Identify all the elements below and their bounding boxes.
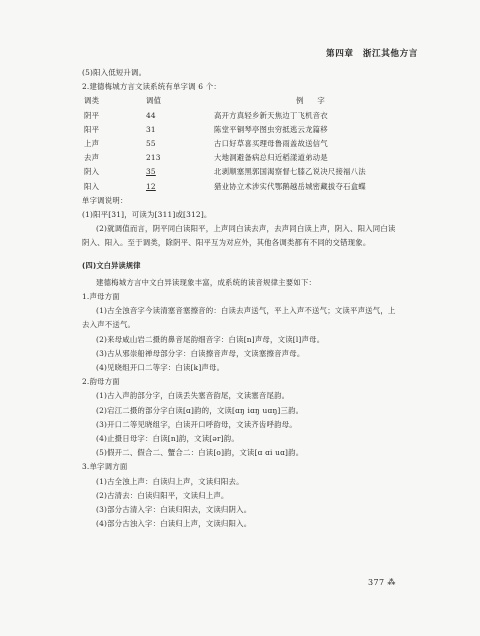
finals-rule-1: (1)古入声韵部分字，白读丢失塞音韵尾，文读塞音尾韵。 (96, 391, 290, 401)
header-tone-class: 调类 (84, 96, 100, 106)
finals-rule-2: (2)宕江二摄的部分字白读[ɑ]韵的，文读[ɑŋ iɑŋ uɑŋ]三韵。 (96, 405, 304, 415)
table-row (82, 180, 420, 194)
tone-examples: 陈堂平铜琴亭图虫穷抵逃云龙篇移 (214, 124, 328, 134)
tone-value: 35 (146, 167, 156, 177)
finals-rule-3: (3)开口二等见晓组字，白读开口呼韵母，文读齐齿呼韵母。 (96, 419, 297, 429)
paragraph-tone-note-5: (5)阳入低短升调。 (82, 68, 147, 77)
subheading-initials: 1.声母方面 (82, 292, 120, 302)
initials-rule-3: (3)古从邪崇船禅母部分字：白读擦音声母，文读塞擦音声母。 (96, 348, 305, 358)
section-intro: 建德梅城方言中文白异读现象丰富，成系统的读音规律主要如下： (96, 277, 317, 287)
explanation-title: 单字调说明： (82, 195, 128, 205)
tone-examples: 大地洞避备病总归近稻漾道弟动是 (214, 153, 328, 163)
tones-rule-4: (4)部分古浊入字：白读归上声，文读归阳入。 (96, 519, 252, 529)
tones-rule-1: (1)古全浊上声：白读归上声，文读归阳去。 (96, 476, 244, 486)
tone-name: 上声 (84, 139, 100, 149)
page-body (82, 66, 420, 532)
tone-name: 阳平 (84, 124, 100, 134)
tones-rule-3: (3)部分古清入字：白读归阳去，文读归阴入。 (96, 505, 252, 515)
tone-table (82, 94, 420, 193)
table-row (82, 123, 420, 137)
table-row (82, 151, 420, 165)
tone-name: 阴平 (84, 110, 100, 120)
tone-name: 阴入 (84, 167, 100, 177)
tones-rule-2: (2)古清去：白读归阳平，文读归上声。 (96, 490, 229, 500)
subheading-tones: 3.单字调方面 (82, 462, 128, 472)
initials-rule-4: (4)见晓组开口二等字：白读[k]声母。 (96, 363, 225, 373)
tone-examples: 北剥顺塞黑郭国渴察督七膝乙说决尺接福八法 (214, 167, 366, 177)
table-row (82, 165, 420, 179)
header-tone-value: 调值 (146, 96, 162, 106)
paragraph-tone-intro: 2.建德梅城方言文读系统有单字调 6 个： (82, 82, 221, 92)
initials-rule-1-line-1: (1)古全浊音字今读清塞音塞擦音的：白读去声送气，平上入声不送气；文读平声送气，上 (96, 306, 396, 316)
tone-examples: 高开方真轻乡新天焦边丁飞机音衣 (214, 110, 328, 120)
table-row (82, 109, 420, 123)
tone-value: 213 (146, 153, 161, 163)
page-number: 377 ⁂ (368, 578, 396, 587)
tone-table-header (82, 94, 420, 108)
explanation-1: (1)阳平[31]，可读为[311]或[312]。 (82, 210, 212, 220)
table-row (82, 137, 420, 151)
explanation-2-line-1: (2)就调值而言，阴平同白读阳平，上声同白读去声，去声同白读上声，阴入、阳入同白读 (96, 224, 396, 234)
finals-rule-5: (5)假开二、假合二、蟹合二：白读[o]韵，文读[ɑ ɑi uɑ]韵。 (96, 448, 304, 458)
explanation-2-line-2: 阴入、阳入。至于调类，除阴平、阳平互为对应外，其他各调类都有不同的交错现象。 (82, 238, 371, 248)
tone-value: 55 (146, 139, 156, 149)
tone-examples: 猎业协立术涉实代鄂鹅越岳城密藏拔夺石盒蝶 (214, 181, 366, 191)
initials-rule-1-line-2: 去入声不送气。 (82, 320, 136, 330)
initials-rule-2: (2)来母咸山岩二摄的鼻音尾韵细音字：白读[n]声母，文读[l]声母。 (96, 334, 325, 344)
tone-value: 31 (146, 124, 156, 134)
header-examples: 例字 (296, 96, 339, 106)
subheading-finals: 2.韵母方面 (82, 377, 120, 387)
tone-examples: 古口好草喜买理母鲁雨盖故送信气 (214, 139, 328, 149)
tone-name: 阳入 (84, 181, 100, 191)
finals-rule-4: (4)止摄日母字：白读[n]韵，文读[ər]韵。 (96, 434, 239, 444)
tone-value: 44 (146, 110, 156, 120)
chapter-header: 第四章 浙江其他方言 (326, 49, 418, 59)
section-title: (四)文白异读规律 (82, 260, 141, 270)
tone-name: 去声 (84, 153, 100, 163)
tone-value: 12 (146, 181, 156, 191)
